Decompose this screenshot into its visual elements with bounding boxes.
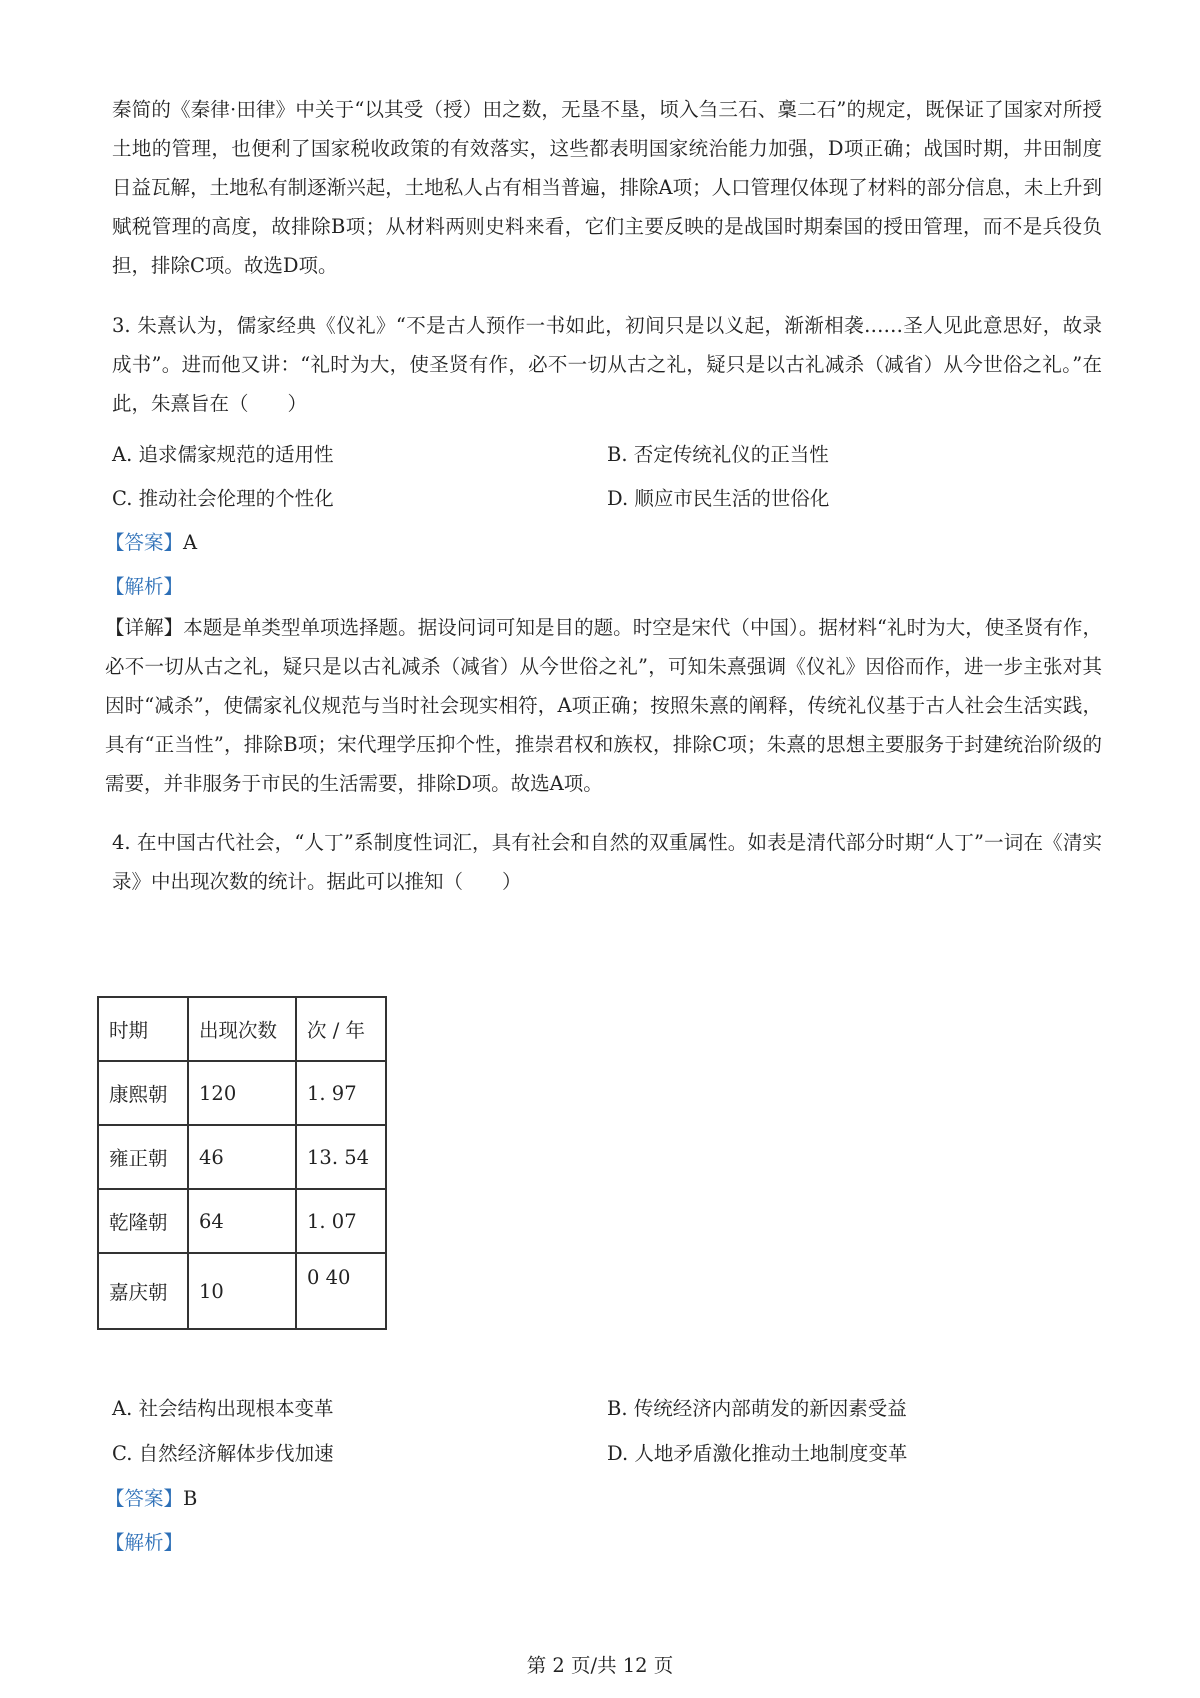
q3-option-c: C. 推动社会伦理的个性化 [112,487,334,510]
q4-answer-line [105,1484,197,1514]
q4-analysis-tag: 【解析】 [105,1531,184,1554]
q4-option-c: C. 自然经济解体步伐加速 [112,1442,334,1465]
q4-analysis-line [105,1528,183,1558]
page-footer: 第 2 页/共 12 页 [526,1654,674,1677]
table-cell: 10 [188,1253,296,1329]
table-row [98,1125,386,1189]
table-cell: 13. 54 [296,1125,386,1189]
stats-table [97,996,387,1330]
table-header-row [98,997,386,1061]
table-header: 出现次数 [188,997,296,1061]
q3-option-a: A. 追求儒家规范的适用性 [112,443,334,466]
q3-option-d: D. 顺应市民生活的世俗化 [607,487,830,510]
table-cell: 64 [188,1189,296,1253]
table-cell: 乾隆朝 [98,1189,188,1253]
q4-answer: B [183,1487,198,1510]
table-row [98,1189,386,1253]
q4-option-a: A. 社会结构出现根本变革 [112,1397,334,1420]
question-4-stem: 4. 在中国古代社会，“人丁”系制度性词汇，具有社会和自然的双重属性。如表是清代部分时期“人丁”一词在《清实录》中出现次数的统计。据此可以推知（ ） [112,831,1102,893]
q3-analysis-line [105,572,183,602]
q3-answer: A [183,531,198,554]
q3-detail-text: 本题是单类型单项选择题。据设问词可知是目的题。时空是宋代（中国）。据材料“礼时为大，使圣贤有作，必不一切从古之礼，疑只是以古礼减杀（减省）从今世俗之礼”，可知朱熹强调《仪礼》因俗而作，进一步主张对其因时“减杀”，使儒家礼仪规范与当时社会现实相符，A项正确；按照朱熹的阐释，传统礼仪基于古人社会生活实践，具有“正当性”，排除B项；宋代理学压抑个性，推崇君权和族权，排除C项；朱熹的思想主要服务于封建统治阶级的需要，并非服务于市民的生活需要，排除D项。故选A项。 [105,616,1102,795]
q3-answer-tag: 【答案】 [105,531,184,554]
q4-option-b: B. 传统经济内部萌发的新因素受益 [607,1397,907,1420]
lead-paragraph: 秦简的《秦律·田律》中关于“以其受（授）田之数，无垦不垦，顷入刍三石、稾二石”的规定，既保证了国家对所授土地的管理，也便利了国家税收政策的有效落实，这些都表明国家统治能力加强，D项正确；战国时期，井田制度日益瓦解，土地私有制逐渐兴起，土地私人占有相当普遍，排除A项；人口管理仅体现了材料的部分信息，未上升到赋税管理的高度，故排除B项；从材料两则史料来看，它们主要反映的是战国时期秦国的授田管理，而不是兵役负担，排除C项。故选D项。 [112,98,1102,277]
table-row [98,1253,386,1329]
q3-analysis-tag: 【解析】 [105,575,184,598]
q3-answer-line [105,528,197,558]
q3-detail-tag: 【详解】 [105,616,184,639]
q3-detail [105,608,1102,803]
question-3-stem: 3. 朱熹认为，儒家经典《仪礼》“不是古人预作一书如此，初间只是以义起，渐渐相袭……圣人见此意思好，故录成书”。进而他又讲：“礼时为大，使圣贤有作，必不一切从古之礼，疑只是以古礼减杀（减省）从今世俗之礼。”在此，朱熹旨在（ ） [112,314,1102,415]
q4-option-d: D. 人地矛盾激化推动土地制度变革 [607,1442,908,1465]
table-cell: 120 [188,1061,296,1125]
table-row [98,1061,386,1125]
table-cell: 46 [188,1125,296,1189]
table-cell: 0 40 [296,1253,386,1329]
q4-answer-tag: 【答案】 [105,1487,184,1510]
table-header: 时期 [98,997,188,1061]
table-cell: 康熙朝 [98,1061,188,1125]
q3-option-b: B. 否定传统礼仪的正当性 [607,443,829,466]
table-cell: 嘉庆朝 [98,1253,188,1329]
table-cell: 雍正朝 [98,1125,188,1189]
table-cell: 1. 97 [296,1061,386,1125]
table-header: 次 / 年 [296,997,386,1061]
table-cell: 1. 07 [296,1189,386,1253]
